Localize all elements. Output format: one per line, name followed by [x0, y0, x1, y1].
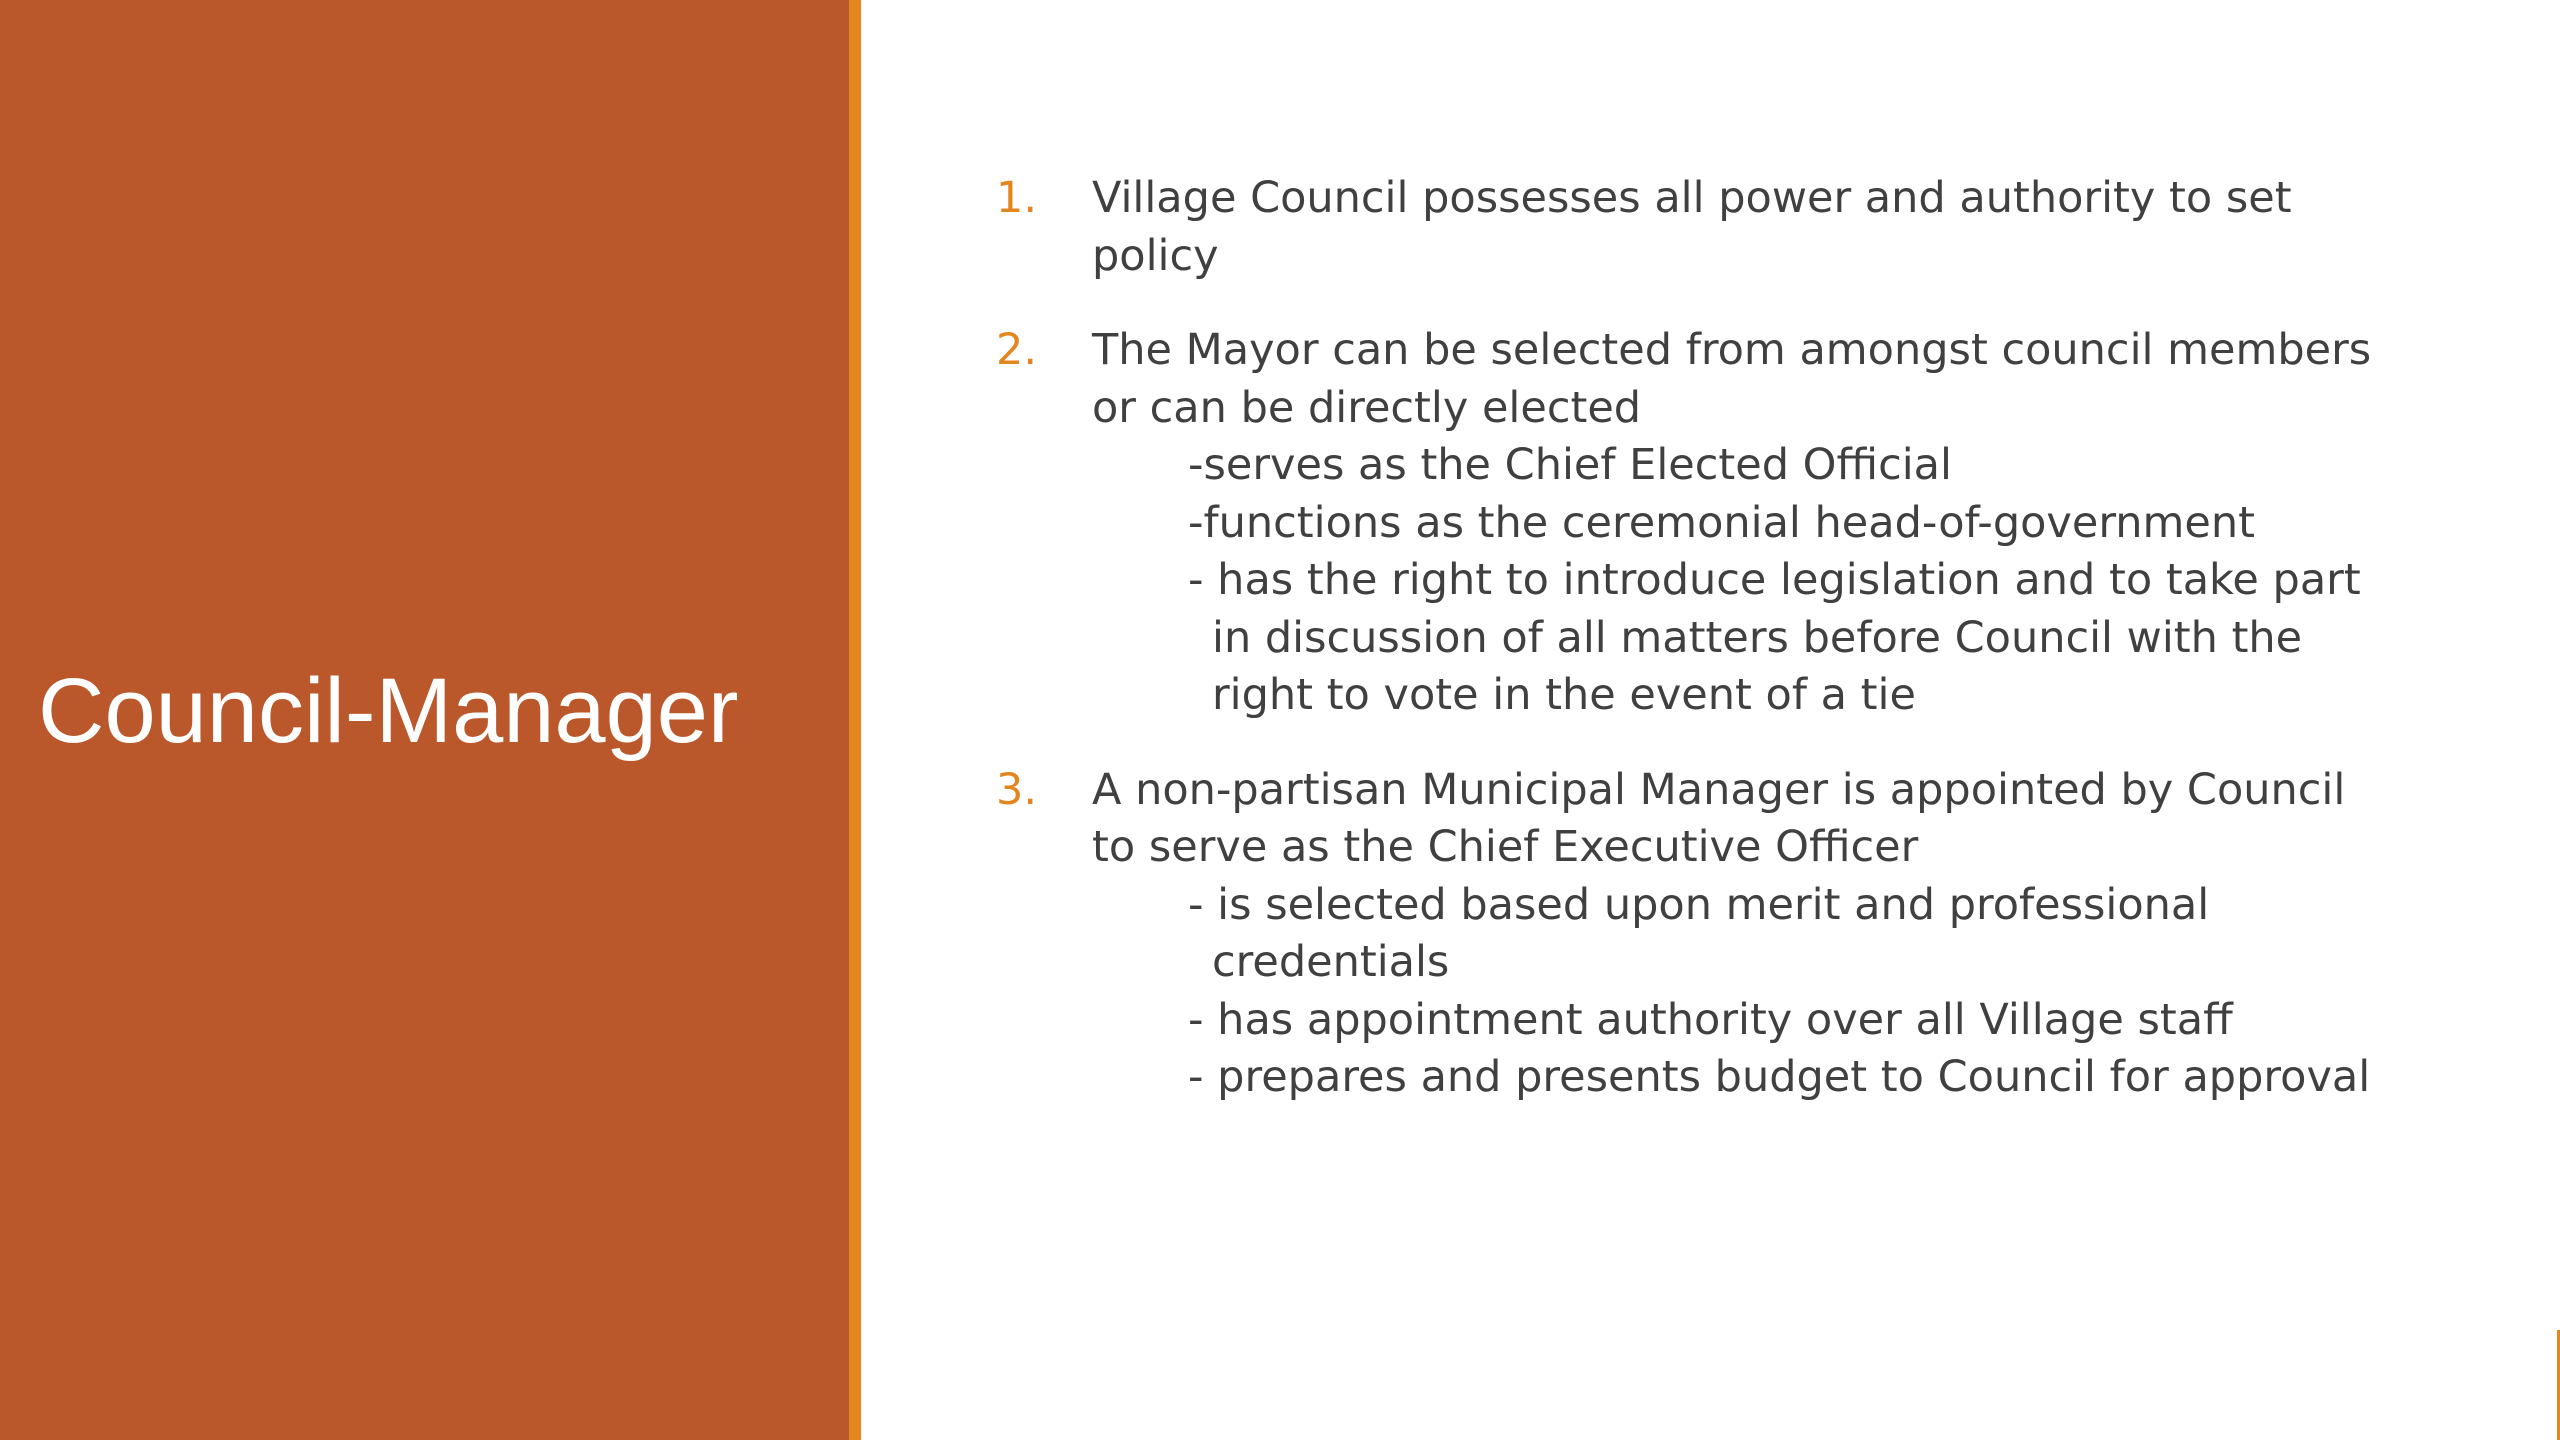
list-item-2 — [990, 322, 2390, 725]
sub-item: -functions as the ceremonial head-of-government — [1188, 497, 2255, 548]
list-item-1 — [990, 170, 2390, 285]
sub-list — [1092, 437, 2390, 725]
item-text: The Mayor can be selected from amongst council members or can be directly elected — [1092, 325, 2372, 433]
slide-title: Council-Manager — [38, 660, 739, 762]
content-list — [990, 170, 2390, 1144]
title-panel — [0, 0, 849, 1440]
sub-item: - is selected based upon merit and professional credentials — [1188, 879, 2210, 987]
sub-item: - has the right to introduce legislation and to take part in discussion of all matters before Council with the right to vote in the event of a tie — [1188, 555, 2361, 720]
sub-list — [1092, 877, 2390, 1107]
sub-item: - has appointment authority over all Village staff — [1188, 994, 2233, 1045]
item-text: A non-partisan Municipal Manager is appointed by Council to serve as the Chief Executive Officer — [1092, 764, 2346, 872]
item-text: Village Council possesses all power and authority to set policy — [1092, 173, 2292, 281]
item-number: 2. — [996, 325, 1038, 375]
list-item-3 — [990, 762, 2390, 1107]
sub-item: -serves as the Chief Elected Official — [1188, 440, 1952, 490]
item-number: 1. — [996, 173, 1038, 223]
item-number: 3. — [996, 764, 1038, 815]
sub-item: - prepares and presents budget to Council for approval — [1188, 1052, 2371, 1102]
accent-bar — [849, 0, 861, 1440]
